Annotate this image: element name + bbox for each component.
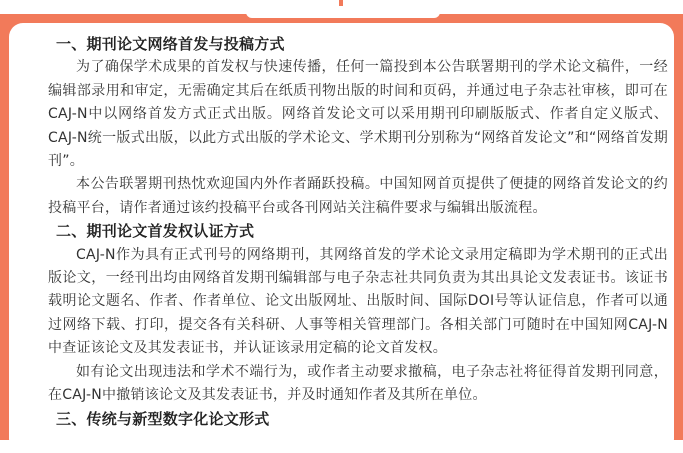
- section-paragraph: 如有论文出现违法和学术不端行为，或作者主动要求撤稿，电子杂志社将征得首发期刊同意，在CAJ-N中撤销该论文及其发表证书，并及时通知作者及其所在单位。: [48, 363, 668, 404]
- tab-marker: [339, 0, 343, 6]
- section-heading: 三、传统与新型数字化论文形式: [56, 409, 270, 428]
- section-paragraph: 为了确保学术成果的首发权与快速传播，任何一篇投到本公告联署期刊的学术论文稿件，一经编辑部录用和审定，无需确定其后在纸质刊物出版的时间和页码，并通过电子杂志社审核，即可在CAJ-N中以网络首发方式正式出版。网络首发论文可以采用期刊印刷版版式、作者自定义版式、CAJ-N统一版式出版，以此方式出版的学术论文、学术期刊分别称为“网络首发论文”和“网络首发期刊”。: [48, 59, 668, 170]
- announcement-content: [48, 33, 668, 431]
- header-tab: [246, 0, 440, 18]
- section-heading: 二、期刊论文首发权认证方式: [56, 222, 255, 241]
- section-paragraph: CAJ-N作为具有正式刊号的网络期刊，其网络首发的学术论文录用定稿即为学术期刊的正式出版论文，一经刊出均由网络首发期刊编辑部与电子杂志社共同负责为其出具论文发表证书。该证书载明论文题名、作者、作者单位、论文出版网址、出版时间、国际DOI号等认证信息，作者可以通过网络下载、打印，提交各有关科研、人事等相关管理部门。各相关部门可随时在中国知网CAJ-N中查证该论文及其发表证书，并认证该录用定稿的论文首发权。: [48, 246, 668, 357]
- section-heading: 一、期刊论文网络首发与投稿方式: [56, 35, 285, 53]
- section-paragraph: 本公告联署期刊热忱欢迎国内外作者踊跃投稿。中国知网首页提供了便捷的网络首发论文的约投稿平台，请作者通过该约投稿平台或各刊网站关注稿件要求与编辑出版流程。: [48, 176, 668, 216]
